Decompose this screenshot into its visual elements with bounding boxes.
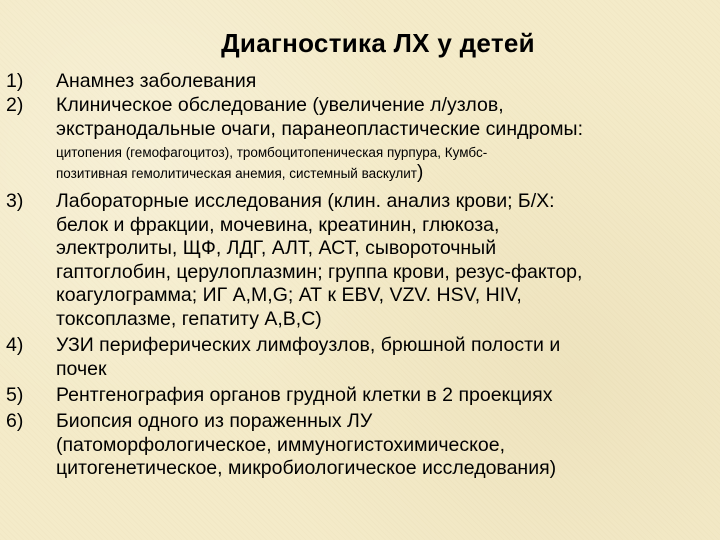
slide-title: Диагностика ЛХ у детей	[221, 28, 535, 58]
item-text	[56, 94, 706, 184]
item-number: 3)	[6, 190, 24, 212]
item-line: Анамнез заболевания	[56, 70, 257, 92]
item-text	[56, 70, 706, 94]
item-small-line: позитивная гемолитическая анемия, системный васкулит	[56, 166, 417, 182]
item-small-line: цитопения (гемофагоцитоз), тромбоцитопеническая пурпура, Кумбс-	[56, 145, 488, 161]
item-text	[56, 384, 706, 408]
item-line: Рентгенография органов грудной клетки в 2 проекциях	[56, 384, 553, 406]
item-line: токсоплазме, гепатиту А,В,С)	[56, 307, 322, 330]
item-line: УЗИ периферических лимфоузлов, брюшной полости и	[56, 334, 561, 356]
item-line: Клиническое обследование (увеличение л/узлов,	[56, 94, 504, 116]
item-text	[56, 334, 706, 381]
item-line: экстранодальные очаги, паранеопластические синдромы:	[56, 117, 583, 140]
item-small-line-wrap	[56, 163, 706, 184]
item-line: белок и фракции, мочевина, креатинин, глюкоза,	[56, 213, 500, 236]
item-line: Лабораторные исследования (клин. анализ крови; Б/Х:	[56, 190, 555, 212]
item-line: электролиты, ЩФ, ЛДГ, АЛТ, АСТ, сывороточный	[56, 237, 497, 260]
item-text	[56, 410, 706, 481]
item-line: цитогенетическое, микробиологическое исследования)	[56, 457, 557, 480]
item-number: 5)	[6, 384, 24, 406]
item-line: почек	[56, 357, 107, 380]
item-text	[56, 190, 706, 332]
item-number: 1)	[6, 70, 24, 92]
item-line: (патоморфологическое, иммуногистохимическое,	[56, 433, 505, 456]
item-number: 4)	[6, 334, 24, 356]
item-line: коагулограмма; ИГ A,M,G; АТ к EBV, VZV. HSV, HIV,	[56, 284, 522, 307]
item-line: гаптоглобин, церулоплазмин; группа крови, резус-фактор,	[56, 260, 583, 283]
item-number: 2)	[6, 94, 24, 116]
item-line: Биопсия одного из пораженных ЛУ	[56, 410, 373, 432]
closing-paren: )	[416, 162, 424, 184]
item-number: 6)	[6, 410, 24, 432]
